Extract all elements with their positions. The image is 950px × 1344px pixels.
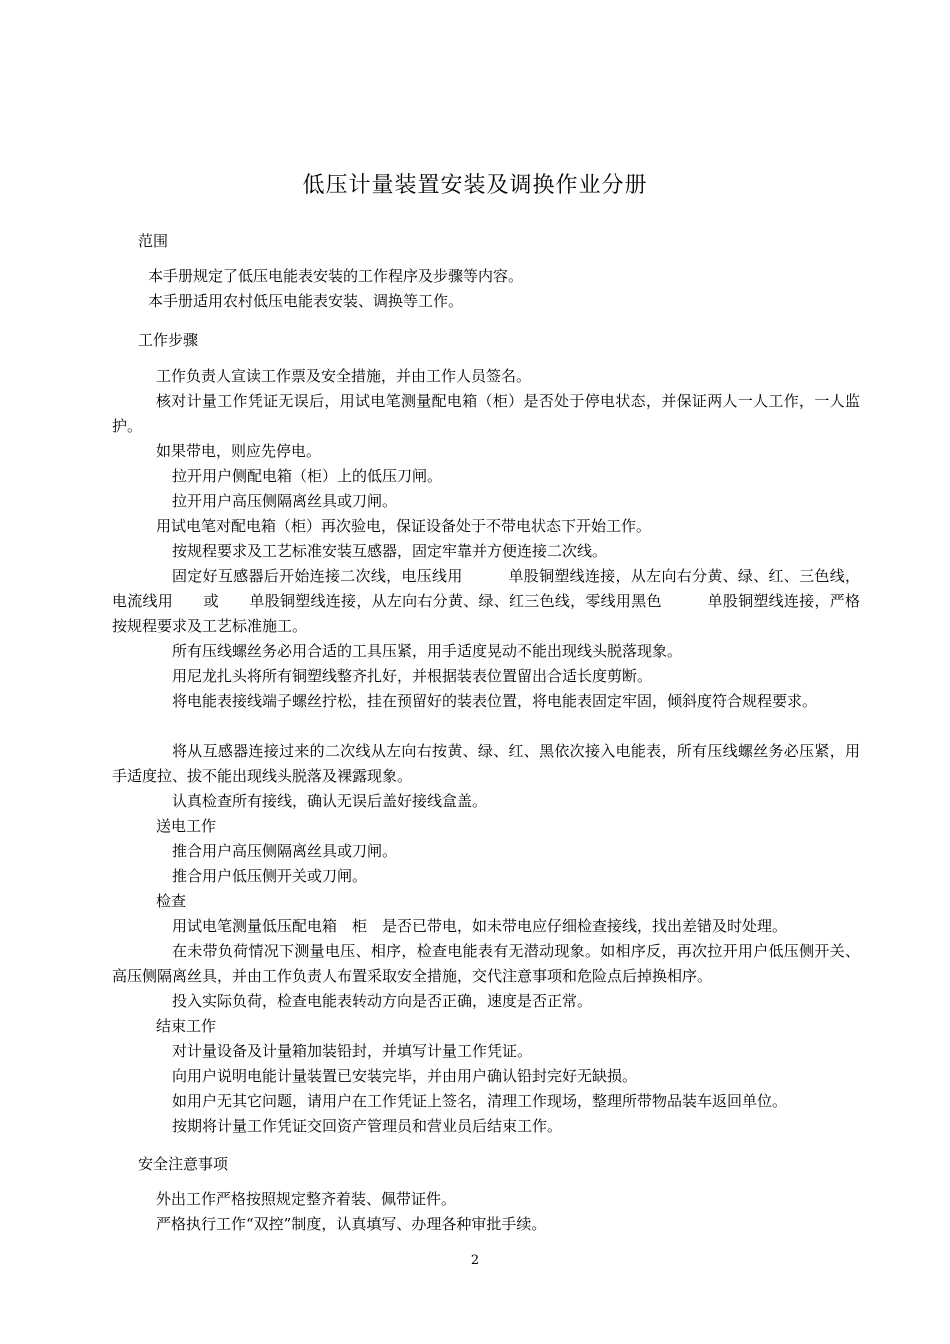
step-line: 用试电笔对配电箱（柜）再次验电，保证设备处于不带电状态下开始工作。 [156, 517, 652, 535]
subsection-heading-check: 检查 [156, 892, 187, 910]
step-line: 用试电笔测量低压配电箱 柜 是否已带电，如未带电应仔细检查接线，找出差错及时处理。 [172, 917, 788, 935]
step-line: 工作负责人宣读工作票及安全措施，并由工作人员签名。 [156, 367, 532, 385]
step-line: 推合用户低压侧开关或刀闸。 [172, 867, 368, 885]
step-paragraph: 在未带负荷情况下测量电压、相序，检查电能表有无潜动现象。如相序反，再次拉开用户低压侧开关、高压侧隔离丝具，并由工作负责人布置采取安全措施，交代注意事项和危险点后掉换相序。 [112, 942, 860, 985]
step-paragraph: 将电能表接线端子螺丝拧松，挂在预留好的装表位置，将电能表固定牢固，倾斜度符合规程要求。 [172, 692, 818, 710]
step-paragraph: 固定好互感器后开始连接二次线，电压线用 单股铜塑线连接，从左向右分黄、绿、红、三色线，电流线用 或 单股铜塑线连接，从左向右分黄、绿、红三色线，零线用黑色 单股铜塑线连接，严格按规程要求及工艺标准施工。 [112, 567, 860, 635]
step-line: 用尼龙扎头将所有铜塑线整齐扎好，并根据装表位置留出合适长度剪断。 [172, 667, 653, 685]
step-line: 投入实际负荷，检查电能表转动方向是否正确，速度是否正常。 [172, 992, 593, 1010]
subsection-heading-power-on: 送电工作 [156, 817, 217, 835]
safety-line: 严格执行工作“双控”制度，认真填写、办理各种审批手续。 [156, 1215, 547, 1233]
subsection-heading-finish: 结束工作 [156, 1017, 217, 1035]
safety-line: 外出工作严格按照规定整齐着装、佩带证件。 [156, 1190, 457, 1208]
page-number: 2 [470, 1253, 480, 1268]
scope-line: 本手册适用农村低压电能表安装、调换等工作。 [148, 292, 464, 310]
scope-line: 本手册规定了低压电能表安装的工作程序及步骤等内容。 [148, 267, 524, 285]
document-title: 低压计量装置安装及调换作业分册 [302, 173, 648, 198]
section-heading-safety: 安全注意事项 [138, 1155, 229, 1173]
step-line: 所有压线螺丝务必用合适的工具压紧，用手适度晃动不能出现线头脱落现象。 [172, 642, 683, 660]
step-line: 如用户无其它问题，请用户在工作凭证上签名，清理工作现场，整理所带物品装车返回单位。 [172, 1092, 788, 1110]
step-line: 拉开用户侧配电箱（柜）上的低压刀闸。 [172, 467, 443, 485]
step-paragraph: 核对计量工作凭证无误后，用试电笔测量配电箱（柜）是否处于停电状态，并保证两人一人工作，一人监护。 [112, 392, 860, 435]
step-line: 如果带电，则应先停电。 [156, 442, 322, 460]
step-line: 认真检查所有接线，确认无误后盖好接线盒盖。 [172, 792, 488, 810]
step-paragraph: 将从互感器连接过来的二次线从左向右按黄、绿、红、黑依次接入电能表，所有压线螺丝务必压紧，用手适度拉、拔不能出现线头脱落及裸露现象。 [112, 742, 860, 785]
step-line: 向用户说明电能计量装置已安装完毕，并由用户确认铅封完好无缺损。 [172, 1067, 638, 1085]
step-line: 按期将计量工作凭证交回资产管理员和营业员后结束工作。 [172, 1117, 563, 1135]
section-heading-scope: 范围 [138, 232, 169, 250]
step-line: 拉开用户高压侧隔离丝具或刀闸。 [172, 492, 398, 510]
step-line: 推合用户高压侧隔离丝具或刀闸。 [172, 842, 398, 860]
step-line: 对计量设备及计量箱加装铅封，并填写计量工作凭证。 [172, 1042, 533, 1060]
step-line: 按规程要求及工艺标准安装互感器，固定牢靠并方便连接二次线。 [172, 542, 608, 560]
section-heading-steps: 工作步骤 [138, 331, 199, 349]
